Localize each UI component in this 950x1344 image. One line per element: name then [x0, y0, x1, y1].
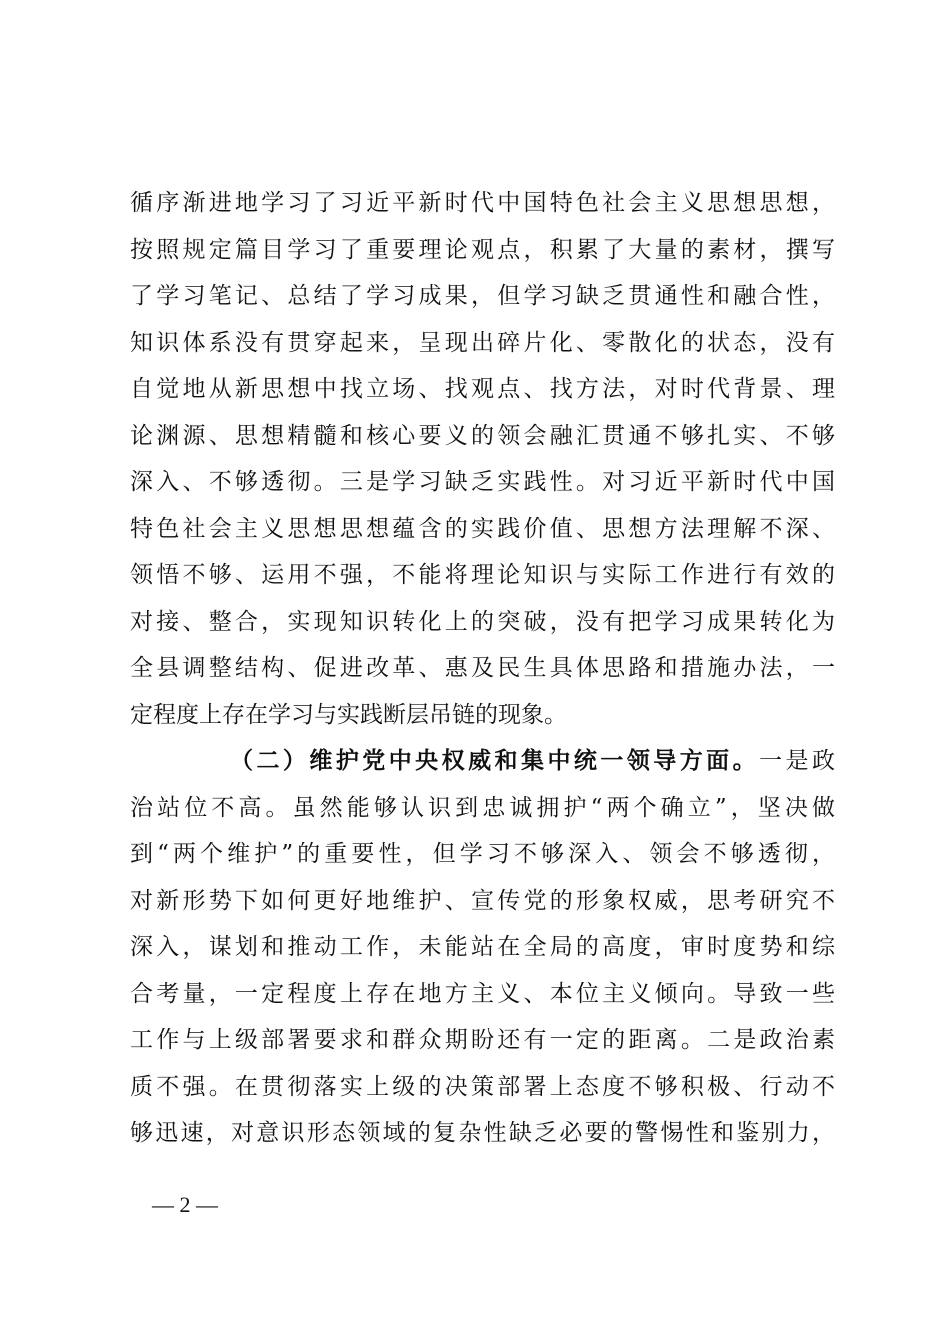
paragraph-line: 按照规定篇目学习了重要理论观点，积累了大量的素材，撰写 [130, 236, 835, 263]
heading-tail-text: 一是政 [759, 748, 835, 774]
paragraph-line: 知识体系没有贯穿起来，呈现出碎片化、零散化的状态，没有 [130, 329, 835, 356]
paragraph-line: 对接、整合，实现知识转化上的突破，没有把学习成果转化为 [130, 608, 835, 635]
paragraph-line: 合考量，一定程度上存在地方主义、本位主义倾向。导致一些 [130, 980, 835, 1007]
section-heading-line [130, 738, 835, 785]
paragraph-line: 循序渐进地学习了习近平新时代中国特色社会主义思想思想， [130, 190, 835, 216]
paragraph-line: 到“两个维护”的重要性，但学习不够深入、领会不够透彻， [130, 841, 835, 867]
paragraph-line: 够迅速，对意识形态领域的复杂性缺乏必要的警惕性和鉴别力， [130, 1120, 835, 1146]
paragraph-line: 深入，谋划和推动工作，未能站在全局的高度，审时度势和综 [130, 934, 835, 960]
body-text [130, 180, 835, 1157]
paragraph-line: 领悟不够、运用不强，不能将理论知识与实际工作进行有效的 [130, 562, 835, 588]
paragraph-line: 定程度上存在学习与实践断层吊链的现象。 [130, 701, 567, 728]
paragraph-line: 工作与上级部署要求和群众期盼还有一定的距离。二是政治素 [130, 1027, 835, 1053]
paragraph-line: 了学习笔记、总结了学习成果，但学习缺乏贯通性和融合性， [130, 283, 835, 309]
section-heading: （二）维护党中央权威和集中统一领导方面。 [230, 747, 760, 774]
paragraph-line: 治站位不高。虽然能够认识到忠诚拥护“两个确立”，坚决做 [130, 794, 835, 821]
paragraph-line: 对新形势下如何更好地维护、宣传党的形象权威，思考研究不 [130, 887, 835, 914]
paragraph-line: 全县调整结构、促进改革、惠及民生具体思路和措施办法，一 [130, 655, 835, 681]
paragraph-line: 论渊源、思想精髓和核心要义的领会融汇贯通不够扎实、不够 [130, 422, 835, 449]
paragraph-line: 深入、不够透彻。三是学习缺乏实践性。对习近平新时代中国 [130, 469, 835, 495]
paragraph-line: 特色社会主义思想思想蕴含的实践价值、思想方法理解不深、 [130, 515, 835, 542]
page-number: — 2 — [152, 1192, 218, 1217]
paragraph-line: 自觉地从新思想中找立场、找观点、找方法，对时代背景、理 [130, 376, 835, 402]
paragraph-line: 质不强。在贯彻落实上级的决策部署上态度不够积极、行动不 [130, 1073, 835, 1100]
